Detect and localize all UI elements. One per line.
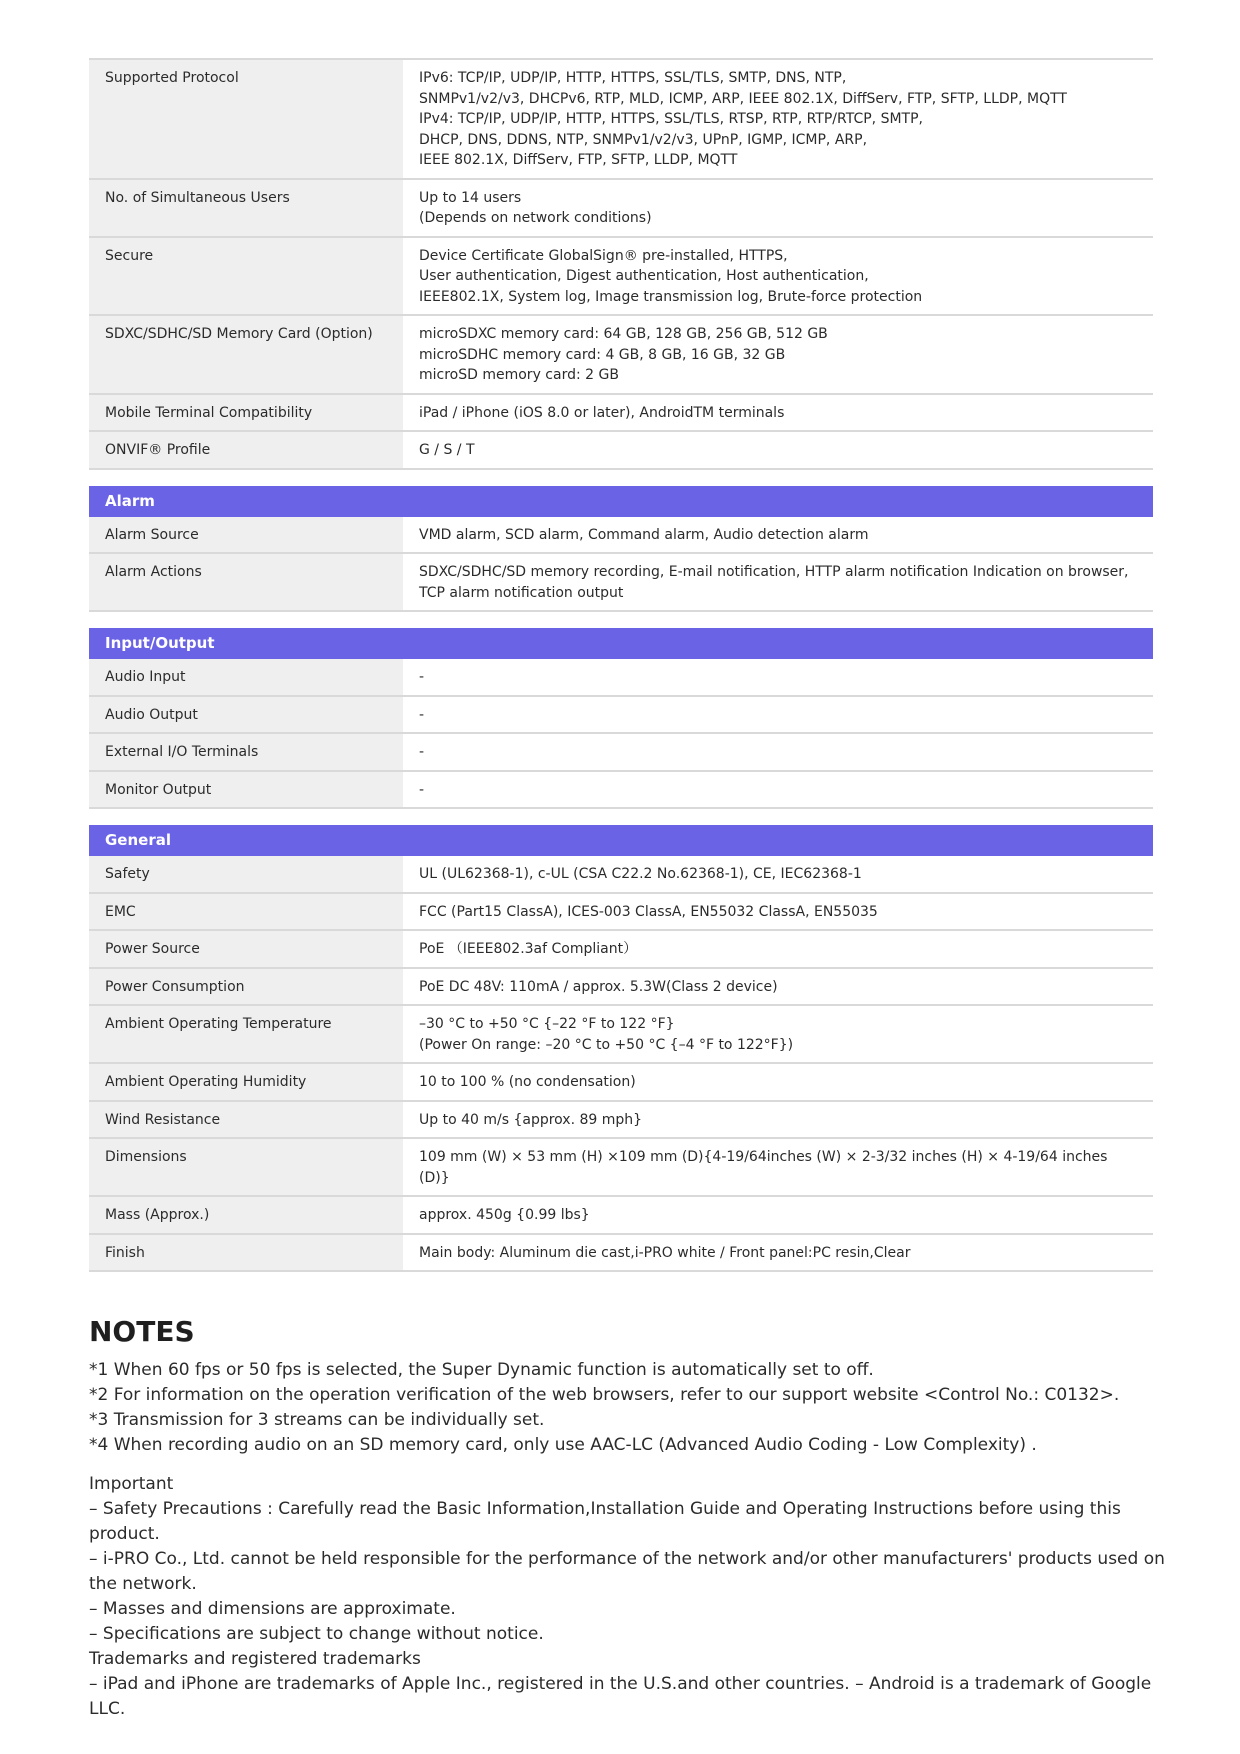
spec-value: SDXC/SDHC/SD memory recording, E-mail notification, HTTP alarm notification Indication on browser, TCP alarm notification output xyxy=(403,553,1153,611)
spec-value: –30 °C to +50 °C {–22 °F to 122 °F} (Power On range: –20 °C to +50 °C {–4 °F to 122°F}) xyxy=(403,1005,1153,1063)
spec-label: Alarm Actions xyxy=(89,553,403,611)
trademarks-title: Trademarks and registered trademarks xyxy=(89,1649,421,1669)
spec-label: Finish xyxy=(89,1234,403,1272)
spec-label: Supported Protocol xyxy=(89,59,403,179)
spec-label: Alarm Source xyxy=(89,517,403,554)
spec-row xyxy=(89,394,1153,432)
spec-value: - xyxy=(403,771,1153,809)
spec-value: Device Certificate GlobalSign® pre-installed, HTTPS, User authentication, Digest authentication, Host authentication, IEEE802.1X, System log, Image transmission log, Brute-force protection xyxy=(403,237,1153,316)
spec-value: FCC (Part15 ClassA), ICES-003 ClassA, EN55032 ClassA, EN55035 xyxy=(403,893,1153,931)
general-spec-table xyxy=(89,856,1153,1272)
spec-value: IPv6: TCP/IP, UDP/IP, HTTP, HTTPS, SSL/TLS, SMTP, DNS, NTP, SNMPv1/v2/v3, DHCPv6, RTP, MLD, ICMP, ARP, IEEE 802.1X, DiffServ, FTP, SFTP, LLDP, MQTT IPv4: TCP/IP, UDP/IP, HTTP, HTTPS, SSL/TLS, RTSP, RTP, RTP/RTCP, SMTP, DHCP, DNS, DDNS, NTP, SNMPv1/v2/v3, UPnP, IGMP, ICMP, ARP, IEEE 802.1X, DiffServ, FTP, SFTP, LLDP, MQTT xyxy=(403,59,1153,179)
spec-row xyxy=(89,1101,1153,1139)
spec-value: - xyxy=(403,733,1153,771)
spec-label: EMC xyxy=(89,893,403,931)
spec-value: Up to 14 users (Depends on network conditions) xyxy=(403,179,1153,237)
spec-label: ONVIF® Profile xyxy=(89,431,403,469)
spec-value: - xyxy=(403,696,1153,734)
notes-section xyxy=(89,1312,1169,1722)
spec-label: Mass (Approx.) xyxy=(89,1196,403,1234)
spec-row xyxy=(89,1138,1153,1196)
spec-row xyxy=(89,1196,1153,1234)
spec-label: Monitor Output xyxy=(89,771,403,809)
spec-value: 10 to 100 % (no condensation) xyxy=(403,1063,1153,1101)
trademarks-text: – iPad and iPhone are trademarks of Apple Inc., registered in the U.S.and other countries. – Android is a trademark of Google LLC. xyxy=(89,1674,1152,1719)
important-item: – Safety Precautions : Carefully read the Basic Information,Installation Guide and Operating Instructions before using this product. xyxy=(89,1499,1121,1544)
spec-label: SDXC/SDHC/SD Memory Card (Option) xyxy=(89,315,403,394)
spec-label: External I/O Terminals xyxy=(89,733,403,771)
spec-row xyxy=(89,59,1153,179)
spec-row xyxy=(89,237,1153,316)
note-item: *3 Transmission for 3 streams can be individually set. xyxy=(89,1410,545,1430)
spec-row xyxy=(89,1234,1153,1272)
spec-row xyxy=(89,696,1153,734)
spec-value: UL (UL62368-1), c-UL (CSA C22.2 No.62368-1), CE, IEC62368-1 xyxy=(403,856,1153,893)
spec-row xyxy=(89,856,1153,893)
spec-value: PoE DC 48V: 110mA / approx. 5.3W(Class 2 device) xyxy=(403,968,1153,1006)
network-spec-table xyxy=(89,58,1153,470)
alarm-spec-table xyxy=(89,517,1153,613)
spec-value: - xyxy=(403,659,1153,696)
spec-row xyxy=(89,771,1153,809)
spec-row xyxy=(89,315,1153,394)
note-item: *1 When 60 fps or 50 fps is selected, the Super Dynamic function is automatically set to off. xyxy=(89,1360,874,1380)
spec-label: Audio Input xyxy=(89,659,403,696)
spec-label: Dimensions xyxy=(89,1138,403,1196)
spec-value: Main body: Aluminum die cast,i-PRO white / Front panel:PC resin,Clear xyxy=(403,1234,1153,1272)
section-header-general: General xyxy=(89,825,1153,856)
spec-sheet xyxy=(89,58,1153,1272)
spec-row xyxy=(89,659,1153,696)
spec-label: Ambient Operating Humidity xyxy=(89,1063,403,1101)
io-spec-table xyxy=(89,659,1153,809)
spec-label: Safety xyxy=(89,856,403,893)
spec-row xyxy=(89,517,1153,554)
note-item: *4 When recording audio on an SD memory card, only use AAC-LC (Advanced Audio Coding - Low Complexity) . xyxy=(89,1435,1037,1455)
spec-value: microSDXC memory card: 64 GB, 128 GB, 256 GB, 512 GB microSDHC memory card: 4 GB, 8 GB, 16 GB, 32 GB microSD memory card: 2 GB xyxy=(403,315,1153,394)
spec-label: No. of Simultaneous Users xyxy=(89,179,403,237)
spec-row xyxy=(89,179,1153,237)
spec-row xyxy=(89,1005,1153,1063)
spec-value: 109 mm (W) × 53 mm (H) ×109 mm (D){4-19/64inches (W) × 2-3/32 inches (H) × 4-19/64 inches (D)} xyxy=(403,1138,1153,1196)
spec-row xyxy=(89,733,1153,771)
spec-label: Wind Resistance xyxy=(89,1101,403,1139)
spec-row xyxy=(89,968,1153,1006)
spec-value: iPad / iPhone (iOS 8.0 or later), AndroidTM terminals xyxy=(403,394,1153,432)
section-header-alarm: Alarm xyxy=(89,486,1153,517)
spec-row xyxy=(89,1063,1153,1101)
spec-value: VMD alarm, SCD alarm, Command alarm, Audio detection alarm xyxy=(403,517,1153,554)
spec-value: G / S / T xyxy=(403,431,1153,469)
spec-row xyxy=(89,930,1153,968)
spec-label: Mobile Terminal Compatibility xyxy=(89,394,403,432)
spec-label: Ambient Operating Temperature xyxy=(89,1005,403,1063)
notes-title: NOTES xyxy=(89,1315,195,1348)
spec-label: Audio Output xyxy=(89,696,403,734)
spec-label: Power Consumption xyxy=(89,968,403,1006)
section-header-input-output: Input/Output xyxy=(89,628,1153,659)
important-item: – i-PRO Co., Ltd. cannot be held responsible for the performance of the network and/or other manufacturers' products used on the network. xyxy=(89,1549,1165,1594)
spec-value: Up to 40 m/s {approx. 89 mph} xyxy=(403,1101,1153,1139)
important-title: Important xyxy=(89,1474,174,1494)
spec-label: Power Source xyxy=(89,930,403,968)
spec-value: approx. 450g {0.99 lbs} xyxy=(403,1196,1153,1234)
important-item: – Masses and dimensions are approximate. xyxy=(89,1599,456,1619)
spec-label: Secure xyxy=(89,237,403,316)
spec-row xyxy=(89,431,1153,469)
spec-value: PoE （IEEE802.3af Compliant） xyxy=(403,930,1153,968)
note-item: *2 For information on the operation verification of the web browsers, refer to our support website <Control No.: C0132>. xyxy=(89,1385,1120,1405)
important-block xyxy=(89,1472,1169,1722)
spec-row xyxy=(89,553,1153,611)
spec-row xyxy=(89,893,1153,931)
important-item: – Specifications are subject to change without notice. xyxy=(89,1624,544,1644)
